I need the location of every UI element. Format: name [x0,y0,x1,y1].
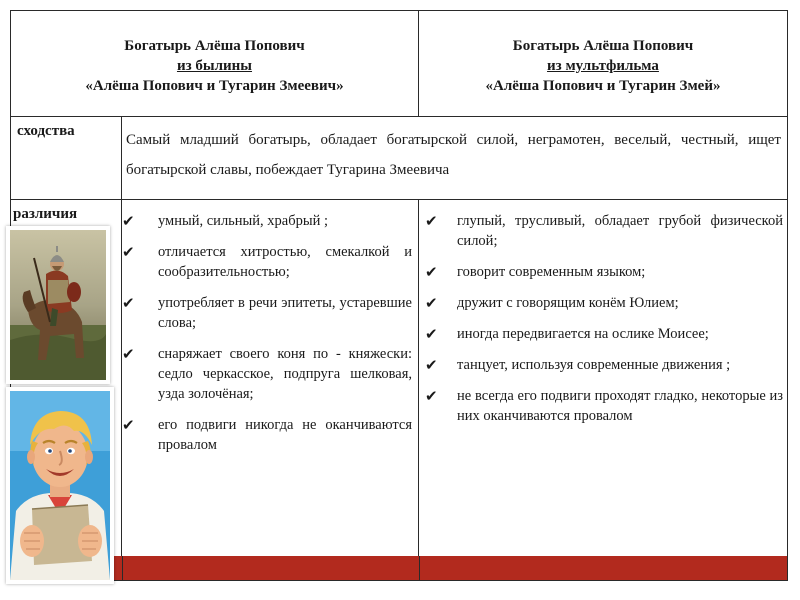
list-item: ✔ умный, сильный, храбрый ; [122,212,329,230]
list-item: ✔ употребляет в речи эпитеты, устаревшие слова; [122,294,412,331]
checkmark-icon: ✔ [425,263,438,281]
differences-cartoon-column [419,200,787,556]
header-left-title: Богатырь Алёша Попович [124,37,305,54]
differences-epic-column [122,200,419,556]
list-item: ✔ говорит современным языком; [425,263,646,281]
epic-hero-painting [6,226,110,384]
list-item: ✔ не всегда его подвиги проходят гладко, некоторые из них оканчиваются провалом [425,387,783,424]
header-right-source: из мультфильма [547,57,659,74]
checkmark-icon: ✔ [122,294,135,312]
divider [419,556,420,580]
checkmark-icon: ✔ [425,325,438,343]
list-item: ✔ дружит с говорящим конём Юлием; [425,294,679,312]
list-item: ✔ снаряжает своего коня по - княжески: седло черкасское, подпруга шелковая, узда золочёная; [122,345,412,402]
header-left-source: из былины [176,57,253,74]
divider [122,556,123,580]
similarities-label: сходства [11,117,122,200]
cartoon-hero-portrait [6,387,114,584]
comparison-table [10,10,788,581]
list-item: ✔ его подвиги никогда не оканчиваются провалом [122,416,412,453]
differences-label: различия [11,200,122,580]
checkmark-icon: ✔ [122,416,135,434]
checkmark-icon: ✔ [122,212,135,230]
header-epic-hero [11,11,419,117]
list-item: ✔ отличается хитростью, смекалкой и сообразительностью; [122,243,412,280]
cartoon-alyosha-illustration [10,391,110,580]
checkmark-icon: ✔ [122,243,135,261]
checkmark-icon: ✔ [425,387,438,405]
header-left-work: «Алёша Попович и Тугарин Змеевич» [85,77,344,94]
checkmark-icon: ✔ [425,356,438,374]
header-cartoon-hero [419,11,787,117]
list-item: ✔ танцует, используя современные движения ; [425,356,731,374]
bottom-accent-band [11,556,787,580]
checkmark-icon: ✔ [122,345,135,363]
list-item: ✔ иногда передвигается на ослике Моисее; [425,325,709,343]
horseman-illustration [10,230,106,380]
similarities-text: Самый младший богатырь, обладает богатырской силой, неграмотен, веселый, честный, ищет богатырской славы, побеждает Тугарина Змеевича [122,117,787,200]
checkmark-icon: ✔ [425,212,438,230]
list-item: ✔ глупый, трусливый, обладает грубой физической силой; [425,212,783,249]
header-right-work: «Алёша Попович и Тугарин Змей» [485,77,721,94]
checkmark-icon: ✔ [425,294,438,312]
header-right-title: Богатырь Алёша Попович [512,37,694,54]
